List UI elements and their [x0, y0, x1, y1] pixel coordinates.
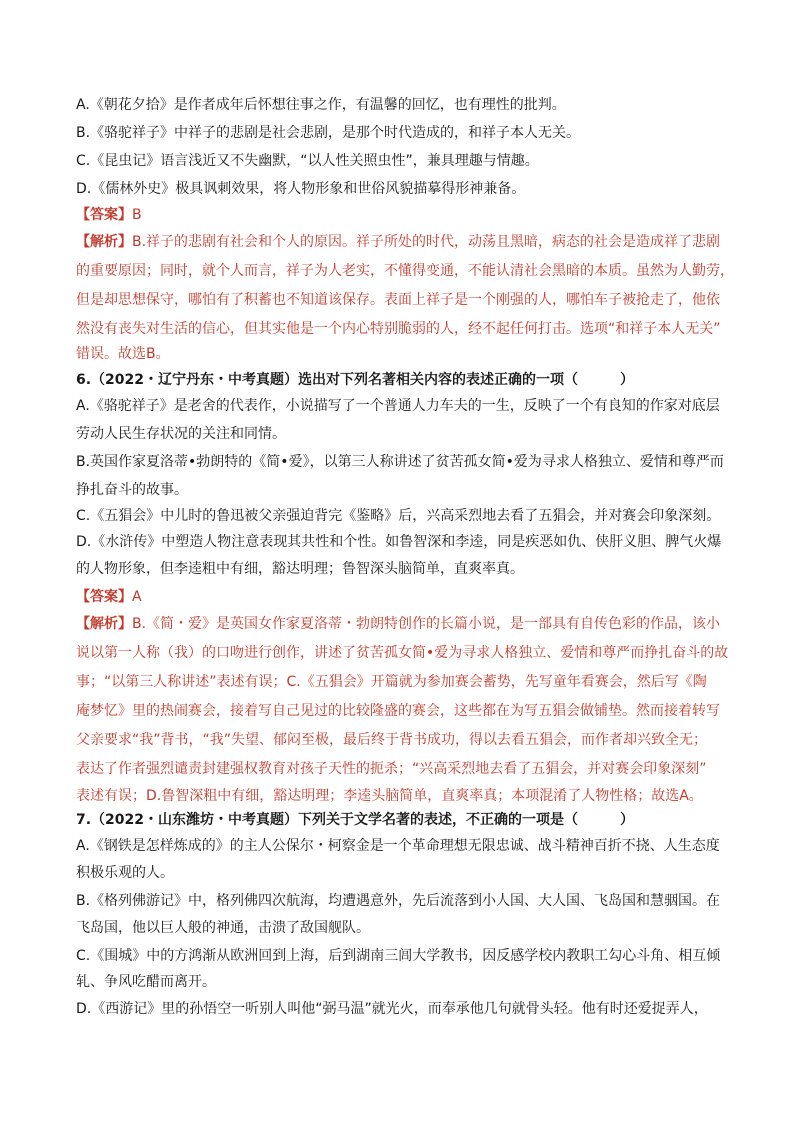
- q6-explanation-line-1: 【解析】B.《简・爱》是英国女作家夏洛蒂・勃朗特创作的长篇小说，是一部具有自传色彩的作品，该小: [76, 616, 721, 632]
- q6-explanation-line-2: 说以第一人称（我）的口吻进行创作，讲述了贫苦孤女简•爱为寻求人格独立、爱情和尊严而挣扎奋斗的故: [76, 645, 729, 661]
- q6-option-b-line-1: B.英国作家夏洛蒂•勃朗特的《简•爱》，以第三人称讲述了贫苦孤女简•爱为寻求人格独立、爱情和尊严而: [76, 454, 724, 470]
- q7-option-b-line-1: B.《格列佛游记》中，格列佛四次航海，均遭遇意外，先后流落到小人国、大人国、飞岛国和慧骃国。在: [76, 893, 721, 909]
- q6-option-a-line-1: A.《骆驼祥子》是老舍的代表作，小说描写了一个普通人力车夫的一生，反映了一个有良知的作家对底层: [76, 398, 720, 414]
- q6-explanation-line-7: 表述有误；D.鲁智深粗中有细，豁达明理；李逵头脑简单，直爽率真；本项混淆了人物性格；故选A。: [76, 788, 703, 804]
- explanation-label: 【解析】: [76, 234, 132, 250]
- q6-option-c: C.《五猖会》中儿时的鲁迅被父亲强迫背完《鉴略》后，兴高采烈地去看了五猖会，并对赛会印象深刻。: [76, 508, 721, 524]
- q7-option-a-line-2: 积极乐观的人。: [76, 865, 174, 881]
- q7-option-d-line-1: D.《西游记》里的孙悟空一听别人叫他“弼马温”就光火，而奉承他几句就骨头轻。他有时还爱捉弄人，: [76, 1001, 708, 1017]
- q6-explanation-line-5: 父亲要求“我”背书，“我”失望、郁闷至极，最后终于背书成功，得以去看五猖会，而作者却兴致全无；: [76, 732, 708, 748]
- answer-label: 【答案】: [76, 207, 132, 223]
- q7-option-b-line-2: 飞岛国，他以巨人般的神通，击溃了敌国舰队。: [76, 920, 370, 936]
- q6-answer: [76, 587, 142, 607]
- answer-value: A: [132, 589, 142, 605]
- q6-option-d-line-2: 的人物形象，但李逵粗中有细，豁达明理；鲁智深头脑简单，直爽率真。: [76, 561, 524, 577]
- answer-label: 【答案】: [76, 589, 132, 605]
- q6-option-d-line-1: D.《水浒传》中塑造人物注意表现其共性和个性。如鲁智深和李逵，同是疾恶如仇、侠肝义胆、脾气火爆: [76, 534, 722, 550]
- explanation-quote: “和祥子本人无关”: [608, 321, 721, 337]
- q6-option-b-line-2: 挣扎奋斗的故事。: [76, 482, 188, 498]
- q5-option-c: C.《昆虫记》语言浅近又不失幽默，“以人性关照虫性”，兼具理趣与情趣。: [76, 153, 539, 169]
- q6-stem: 6.（2022・辽宁丹东・中考真题）选出对下列名著相关内容的表述正确的一项（ ）: [76, 372, 635, 388]
- q5-answer: [76, 205, 142, 225]
- q7-option-c-line-1: C.《围城》中的方鸿渐从欧洲回到上海，后到湖南三闾大学教书，因反感学校内教职工勾心斗角、相互倾: [76, 948, 721, 964]
- q7-stem: 7.（2022・山东潍坊・中考真题）下列关于文学名著的表述，不正确的一项是（ ）: [76, 812, 635, 828]
- q5-option-b: B.《骆驼祥子》中祥子的悲剧是社会悲剧，是那个时代造成的，和祥子本人无关。: [76, 125, 581, 141]
- q7-option-a-line-1: A.《钢铁是怎样炼成的》的主人公保尔・柯察金是一个革命理想无限忠诚、战斗精神百折不挠、人生态度: [76, 838, 720, 854]
- q5-explanation-end: 错误。故选B。: [76, 346, 170, 362]
- q5-explanation-line-1: 【解析】B.祥子的悲剧有社会和个人的原因。祥子所处的时代，动荡且黑暗，病态的社会是造成祥了悲剧: [76, 234, 721, 250]
- q5-option-a: A.《朝花夕拾》是作者成年后怀想往事之作，有温馨的回忆，也有理性的批判。: [76, 97, 566, 113]
- q5-explanation-line-4: 然没有丧失对生活的信心，但其实他是一个内心特别脆弱的人，经不起任何打击。选项“和祥子本人无关”: [76, 321, 721, 337]
- answer-value: B: [132, 207, 142, 223]
- q6-explanation-line-6: 表达了作者强烈谴责封建强权教育对孩子天性的扼杀；“兴高采烈地去看了五猖会，并对赛会印象深刻”: [76, 761, 707, 777]
- q5-explanation-line-3: 但是却思想保守，哪怕有了积蓄也不知道该保存。表面上祥子是一个刚强的人，哪怕车子被抢走了，他依: [76, 292, 720, 308]
- explanation-label: 【解析】: [76, 616, 132, 632]
- q6-option-a-line-2: 劳动人民生存状况的关注和同情。: [76, 426, 286, 442]
- q6-explanation-line-3: 事；“以第三人称讲述”表述有误；C.《五猖会》开篇就为参加赛会蓄势，先写童年看赛会，然后写《陶: [76, 674, 707, 690]
- q5-explanation-line-2: 的重要原因；同时，就个人而言，祥子为人老实，不懂得变通，不能认清社会黑暗的本质。虽然为人勤劳，: [76, 263, 734, 279]
- q7-option-c-line-2: 轧、争风吃醋而离开。: [76, 974, 216, 990]
- q6-explanation-line-4: 庵梦忆》里的热闹赛会，接着写自己见过的比较隆盛的赛会，这些都在为写五猖会做铺垫。然而接着转写: [76, 703, 720, 719]
- q5-option-d: D.《儒林外史》极具讽刺效果，将人物形象和世俗风貌描摹得形神兼备。: [76, 181, 526, 197]
